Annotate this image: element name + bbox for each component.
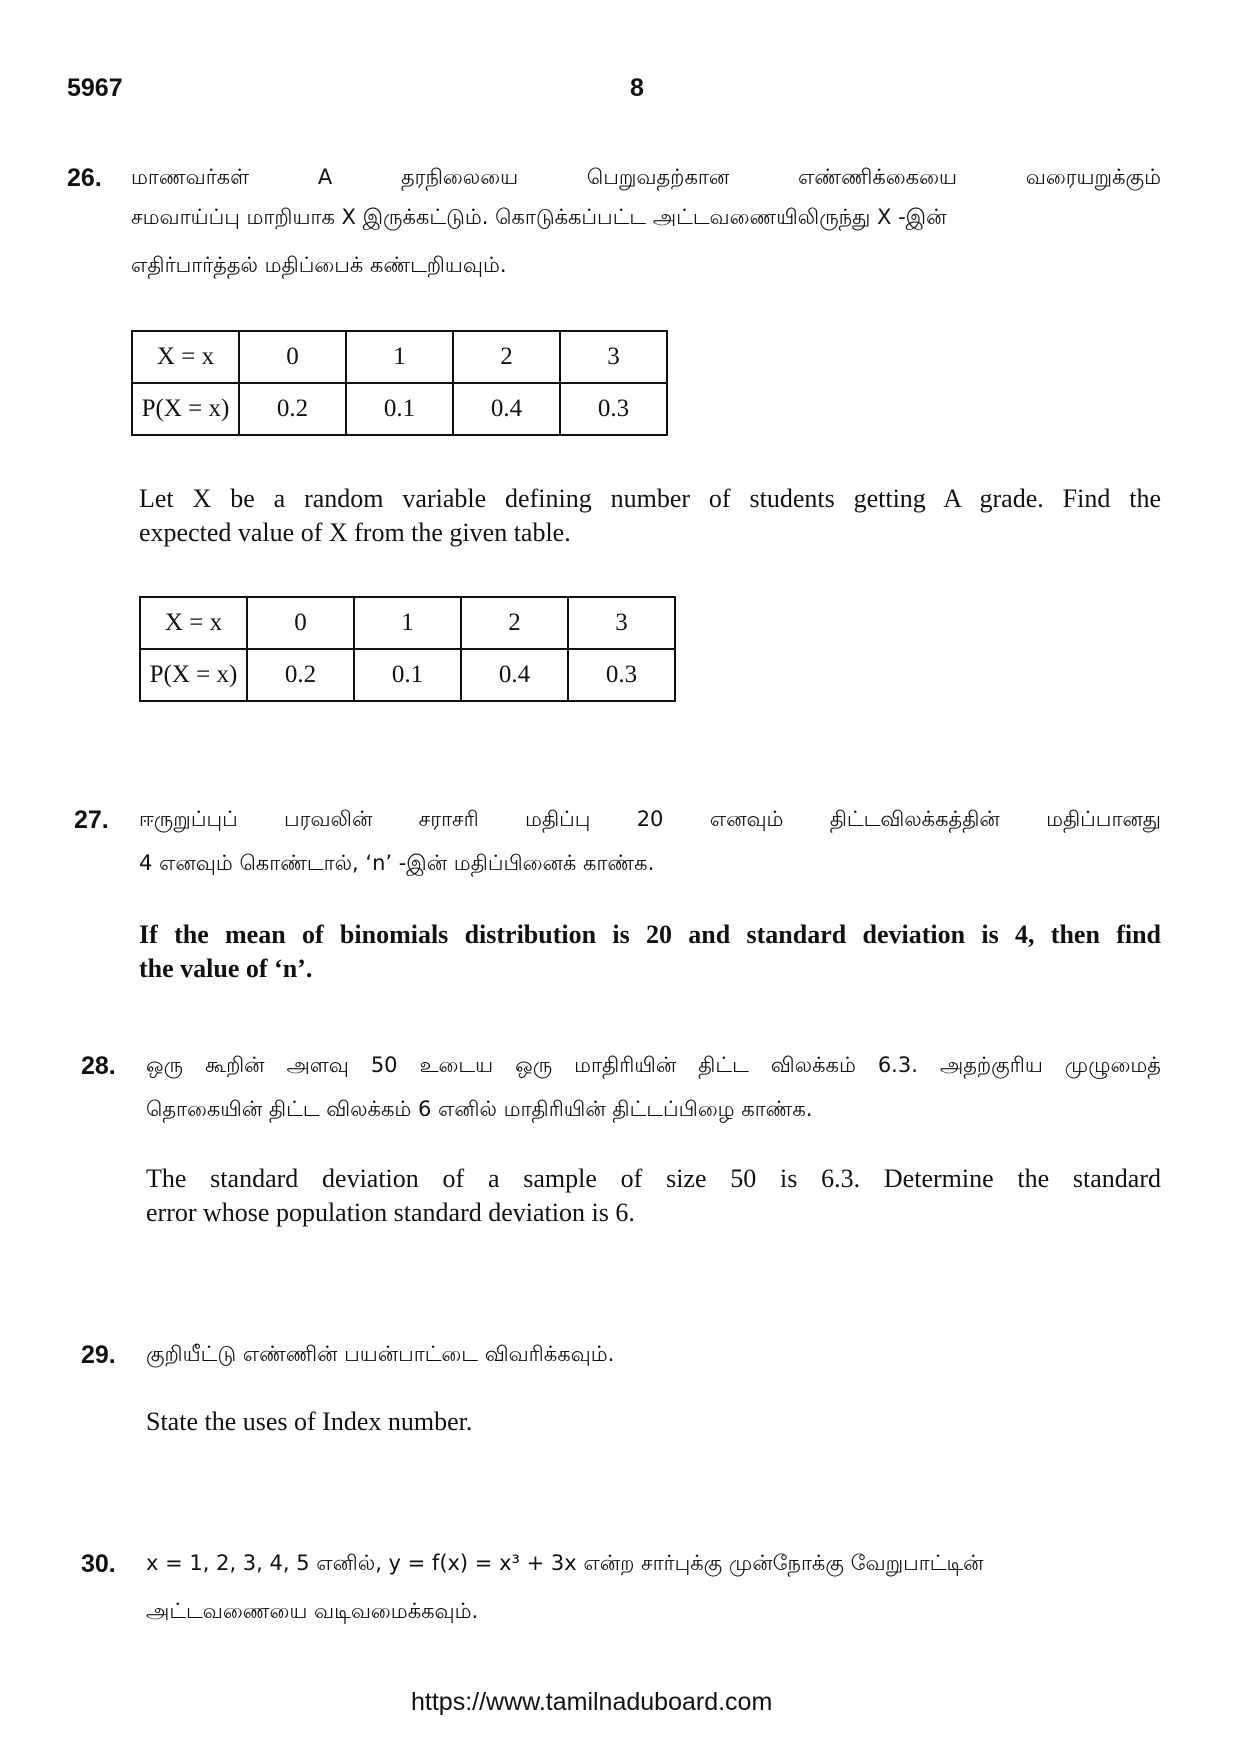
- question-29-english-line-1: State the uses of Index number.: [146, 1407, 473, 1436]
- table-row: [140, 649, 675, 701]
- table-cell: 0: [239, 331, 346, 383]
- question-number-30: 30.: [81, 1550, 116, 1578]
- table-row: [140, 597, 675, 649]
- question-26-english-line-1: Let X be a random variable defining number of students getting A grade. Find the: [139, 484, 1161, 513]
- question-number-27: 27.: [74, 806, 109, 834]
- table-cell: 1: [346, 331, 453, 383]
- table-row: [132, 331, 667, 383]
- table-row: [132, 383, 667, 435]
- table-cell: P(X = x): [132, 383, 239, 435]
- question-28-english-line-2: error whose population standard deviation is 6.: [146, 1198, 635, 1227]
- page-number: 8: [630, 74, 644, 102]
- table-cell: 2: [453, 331, 560, 383]
- question-28-tamil-line-1: ஒரு கூறின் அளவு 50 உடைய ஒரு மாதிரியின் திட்ட விலக்கம் 6.3. அதற்குரிய முழுமைத்: [146, 1053, 1161, 1077]
- table-cell: 0: [247, 597, 354, 649]
- question-28-english-line-1: The standard deviation of a sample of size 50 is 6.3. Determine the standard: [146, 1164, 1161, 1193]
- table-cell: 3: [560, 331, 667, 383]
- table-cell: 0.1: [346, 383, 453, 435]
- table-cell: X = x: [132, 331, 239, 383]
- probability-table-tamil: [131, 330, 668, 436]
- question-27-tamil-line-2: 4 எனவும் கொண்டால், ‘n’ -இன் மதிப்பினைக் காண்க.: [139, 851, 655, 875]
- table-cell: 0.4: [453, 383, 560, 435]
- probability-table-english: [139, 596, 676, 702]
- question-26-tamil-line-2: சமவாய்ப்பு மாறியாக X இருக்கட்டும். கொடுக்கப்பட்ட அட்டவணையிலிருந்து X -இன்: [131, 205, 947, 229]
- table-cell: 0.2: [247, 649, 354, 701]
- table-cell: 0.2: [239, 383, 346, 435]
- question-number-26: 26.: [67, 164, 102, 192]
- table-cell: X = x: [140, 597, 247, 649]
- question-27-tamil-line-1: ஈருறுப்புப் பரவலின் சராசரி மதிப்பு 20 எனவும் திட்டவிலக்கத்தின் மதிப்பானது: [139, 807, 1161, 831]
- table-cell: 2: [461, 597, 568, 649]
- question-26-tamil-line-3: எதிர்பார்த்தல் மதிப்பைக் கண்டறியவும்.: [131, 253, 507, 277]
- question-number-29: 29.: [81, 1341, 116, 1369]
- table-cell: 0.1: [354, 649, 461, 701]
- question-number-28: 28.: [81, 1052, 116, 1080]
- question-27-english-line-1: If the mean of binomials distribution is 20 and standard deviation is 4, then find: [139, 920, 1161, 949]
- table-cell: 0.3: [568, 649, 675, 701]
- footer-url: https://www.tamilnaduboard.com: [411, 1688, 773, 1716]
- table-cell: 0.4: [461, 649, 568, 701]
- question-26-english-line-2: expected value of X from the given table.: [139, 518, 571, 547]
- question-28-tamil-line-2: தொகையின் திட்ட விலக்கம் 6 எனில் மாதிரியின் திட்டப்பிழை காண்க.: [146, 1097, 813, 1121]
- question-27-english-line-2: the value of ‘n’.: [139, 954, 313, 983]
- table-cell: 1: [354, 597, 461, 649]
- table-cell: P(X = x): [140, 649, 247, 701]
- question-30-tamil-line-1: x = 1, 2, 3, 4, 5 எனில், y = f(x) = x³ + 3x என்ற சார்புக்கு முன்நோக்கு வேறுபாட்டின்: [146, 1551, 984, 1575]
- paper-code: 5967: [67, 74, 123, 102]
- table-cell: 3: [568, 597, 675, 649]
- question-29-tamil-line-1: குறியீட்டு எண்ணின் பயன்பாட்டை விவரிக்கவும்.: [146, 1342, 615, 1366]
- question-26-tamil-line-1: மாணவர்கள் A தரநிலையை பெறுவதற்கான எண்ணிக்கையை வரையறுக்கும்: [131, 165, 1161, 189]
- question-30-tamil-line-2: அட்டவணையை வடிவமைக்கவும்.: [146, 1599, 479, 1623]
- table-cell: 0.3: [560, 383, 667, 435]
